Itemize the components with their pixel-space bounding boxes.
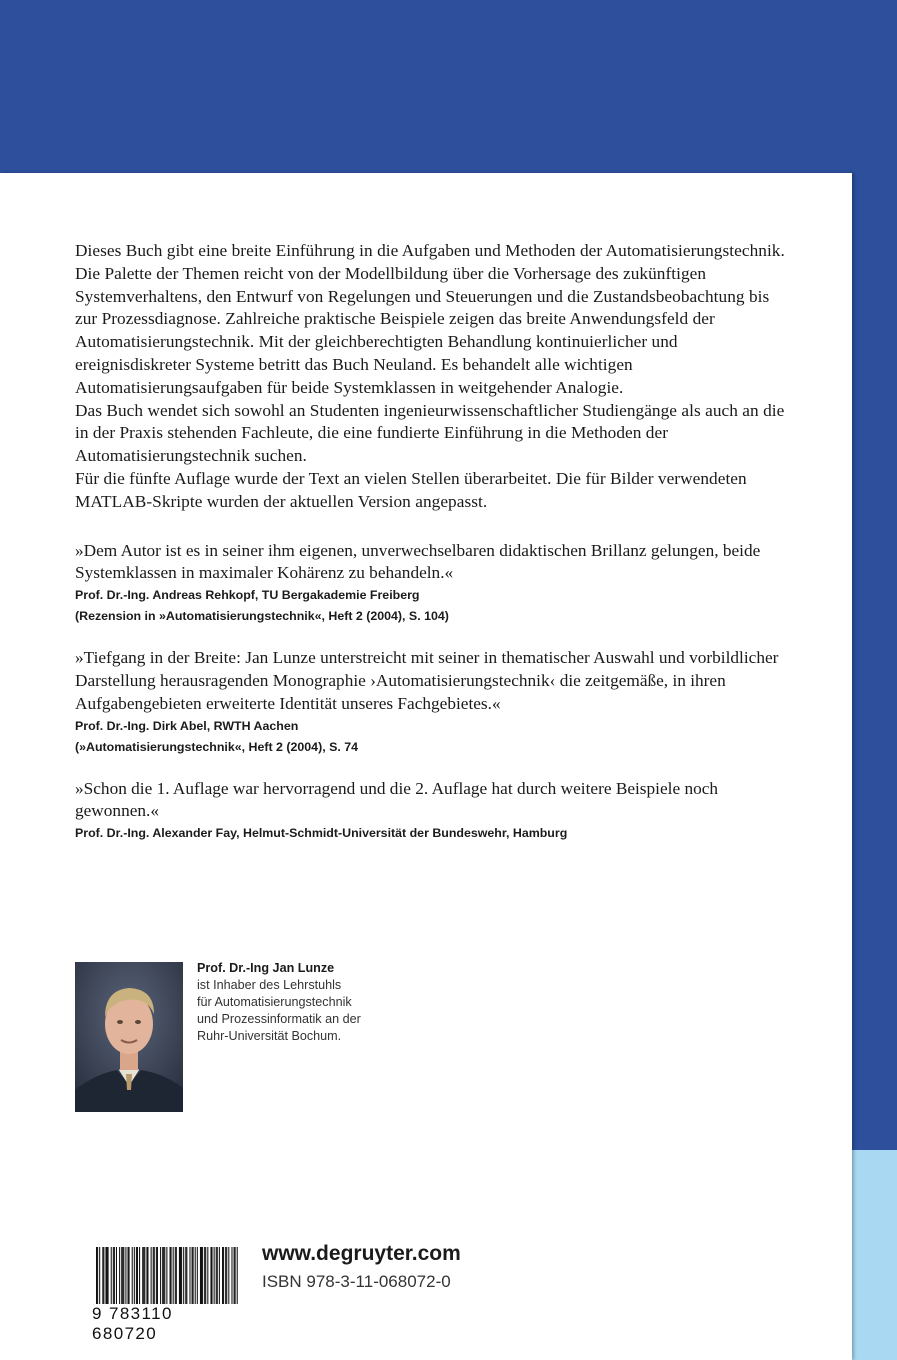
barcode-bar — [225, 1247, 226, 1304]
book-description — [75, 240, 790, 514]
quote-attribution: Prof. Dr.-Ing. Dirk Abel, RWTH Aachen — [75, 718, 299, 733]
barcode-bar — [179, 1247, 180, 1304]
bio-line: Ruhr-Universität Bochum. — [197, 1029, 342, 1043]
back-cover-text — [75, 240, 790, 844]
author-portrait-icon — [75, 962, 183, 1112]
barcode-bar — [121, 1247, 122, 1304]
publisher-info — [262, 1240, 461, 1294]
barcode-bar — [210, 1247, 211, 1304]
barcode-bar — [217, 1247, 218, 1304]
barcode-icon — [92, 1247, 238, 1309]
barcode-bar — [171, 1247, 172, 1304]
barcode-bar — [180, 1247, 181, 1304]
author-photo — [75, 962, 183, 1112]
barcode-bar — [175, 1247, 176, 1304]
barcode-bar — [162, 1247, 163, 1309]
barcode-bar — [202, 1247, 203, 1304]
barcode-bar — [111, 1247, 112, 1304]
barcode-bar — [237, 1247, 238, 1309]
barcode-digits: 9 783110 680720 — [92, 1304, 238, 1344]
barcode-bar — [116, 1247, 117, 1304]
barcode-bar — [144, 1247, 145, 1304]
bio-line: für Automatisierungstechnik — [197, 995, 352, 1009]
author-name: Prof. Dr.-Ing Jan Lunze — [197, 961, 335, 975]
barcode-bar — [96, 1247, 97, 1309]
review-quote — [75, 647, 790, 757]
quote-attribution: Prof. Dr.-Ing. Alexander Fay, Helmut-Schmidt-Universität der Bundeswehr, Hamburg — [75, 826, 568, 841]
barcode-bar — [200, 1247, 201, 1304]
barcode-bar — [154, 1247, 155, 1304]
barcode-bar — [163, 1247, 164, 1309]
barcode-bar — [166, 1247, 167, 1309]
description-paragraph: Dieses Buch gibt eine breite Einführung in die Aufgaben und Methoden der Automatisierungstechnik. Die Palette der Themen reicht von der Modellbildung über die Vorhersage des zukünftigen Systemverhaltens, den Entwurf von Regelungen und Steuerungen und die Zustandsbeobachtung bis zur Prozessdiagnose. Zahlreiche praktische Beispiele zeigen das breite Anwendungsfeld der Automatisierungstechnik. Mit der gleichberechtigten Behandlung kontinuierlicher und ereignisdiskreter Systeme betritt das Buch Neuland. Es behandelt alle wichtigen Automatisierungsaufgaben für beide Systemklassen in weitgehender Analogie. — [75, 241, 785, 397]
quote-text: »Schon die 1. Auflage war hervorragend und die 2. Auflage hat durch weitere Beispiele noch gewonnen.« — [75, 778, 719, 821]
author-block — [75, 962, 575, 1112]
barcode-bar — [137, 1247, 138, 1304]
barcode-bar — [122, 1247, 123, 1304]
barcode-bar — [189, 1247, 190, 1304]
barcode-bar — [214, 1247, 215, 1304]
barcode-bar — [153, 1247, 154, 1304]
barcode-bar — [228, 1247, 229, 1304]
isbn-number: ISBN 978-3-11-068072-0 — [262, 1272, 451, 1291]
barcode-bar — [207, 1247, 208, 1304]
barcode-bar — [102, 1247, 103, 1304]
barcode-bar — [195, 1247, 196, 1304]
barcode-bar — [151, 1247, 152, 1304]
review-quote — [75, 778, 790, 845]
barcode-bar — [128, 1247, 129, 1304]
barcode-bar — [222, 1247, 223, 1304]
quote-source: (Rezension in »Automatisierungstechnik«, Heft 2 (2004), S. 104) — [75, 609, 449, 624]
barcode-bar — [107, 1247, 108, 1304]
barcode-bar — [235, 1247, 236, 1309]
barcode-bar — [170, 1247, 171, 1304]
barcode-bar — [205, 1247, 206, 1304]
barcode-bar — [212, 1247, 213, 1304]
barcode-bar — [181, 1247, 182, 1304]
barcode-bar — [231, 1247, 232, 1304]
barcode-bar — [197, 1247, 198, 1304]
quote-source: (»Automatisierungstechnik«, Heft 2 (2004), S. 74 — [75, 739, 359, 754]
cover-accent-stripe — [852, 1150, 897, 1360]
barcode-bar — [192, 1247, 193, 1304]
barcode-bar — [234, 1247, 235, 1304]
barcode-bar — [176, 1247, 177, 1304]
barcode-bar — [216, 1247, 217, 1304]
barcode-bar — [160, 1247, 161, 1304]
description-paragraph: Für die fünfte Auflage wurde der Text an vielen Stellen überarbeitet. Die für Bilder verwendeten MATLAB-Skripte wurden der aktuellen Version angepasst. — [75, 468, 747, 511]
barcode-bar — [226, 1247, 227, 1304]
barcode-bar — [185, 1247, 186, 1304]
barcode-bar — [201, 1247, 202, 1304]
barcode-bar — [147, 1247, 148, 1304]
review-quote — [75, 540, 790, 628]
barcode-bar — [99, 1247, 100, 1304]
barcode-bar — [143, 1247, 144, 1304]
barcode-bar — [108, 1247, 109, 1304]
barcode-bar — [125, 1247, 126, 1304]
barcode-bar — [113, 1247, 114, 1304]
barcode-bar — [146, 1247, 147, 1304]
quote-text: »Dem Autor ist es in seiner ihm eigenen, unverwechselbaren didaktischen Brillanz gelungen, beide Systemklassen in maximaler Kohärenz zu behandeln.« — [75, 540, 761, 583]
barcode-bar — [134, 1247, 135, 1304]
barcode-bar — [129, 1247, 130, 1304]
bio-line: und Prozessinformatik an der — [197, 1012, 361, 1026]
isbn-barcode — [92, 1247, 238, 1343]
barcode-bar — [219, 1247, 220, 1304]
barcode-bar — [157, 1247, 158, 1304]
barcode-bar — [132, 1247, 133, 1304]
quote-text: »Tiefgang in der Breite: Jan Lunze unterstreicht mit seiner in thematischer Auswahl und vorbildlicher Darstellung herausragenden Monographie ›Automatisierungstechnik‹ die zeitgemäße, in ihren Aufgabengebieten erweiterte Identität unseres Fachgebietes.« — [75, 648, 779, 713]
barcode-bar — [223, 1247, 224, 1304]
barcode-bar — [142, 1247, 143, 1304]
barcode-bar — [156, 1247, 157, 1304]
barcode-bar — [183, 1247, 184, 1304]
barcode-bar — [114, 1247, 115, 1304]
barcode-bar — [105, 1247, 106, 1304]
barcode-bar — [204, 1247, 205, 1304]
barcode-bar — [103, 1247, 104, 1304]
bio-line: ist Inhaber des Lehrstuhls — [197, 978, 342, 992]
barcode-bar — [97, 1247, 98, 1309]
barcode-bar — [193, 1247, 194, 1304]
barcode-bar — [164, 1247, 165, 1309]
publisher-url[interactable]: www.degruyter.com — [262, 1242, 461, 1265]
author-bio — [197, 960, 537, 1045]
barcode-bar — [119, 1247, 120, 1304]
barcode-bar — [136, 1247, 137, 1304]
description-paragraph: Das Buch wendet sich sowohl an Studenten ingenieurwissenschaftlicher Studiengänge als auch an die in der Praxis stehenden Fachleute, die eine fundierte Einführung in die Methoden der Automatisierungstechnik suchen. — [75, 400, 785, 466]
barcode-bar — [173, 1247, 174, 1304]
barcode-bar — [186, 1247, 187, 1304]
barcode-bar — [123, 1247, 124, 1304]
quote-attribution: Prof. Dr.-Ing. Andreas Rehkopf, TU Bergakademie Freiberg — [75, 588, 420, 603]
barcode-bar — [139, 1247, 140, 1304]
